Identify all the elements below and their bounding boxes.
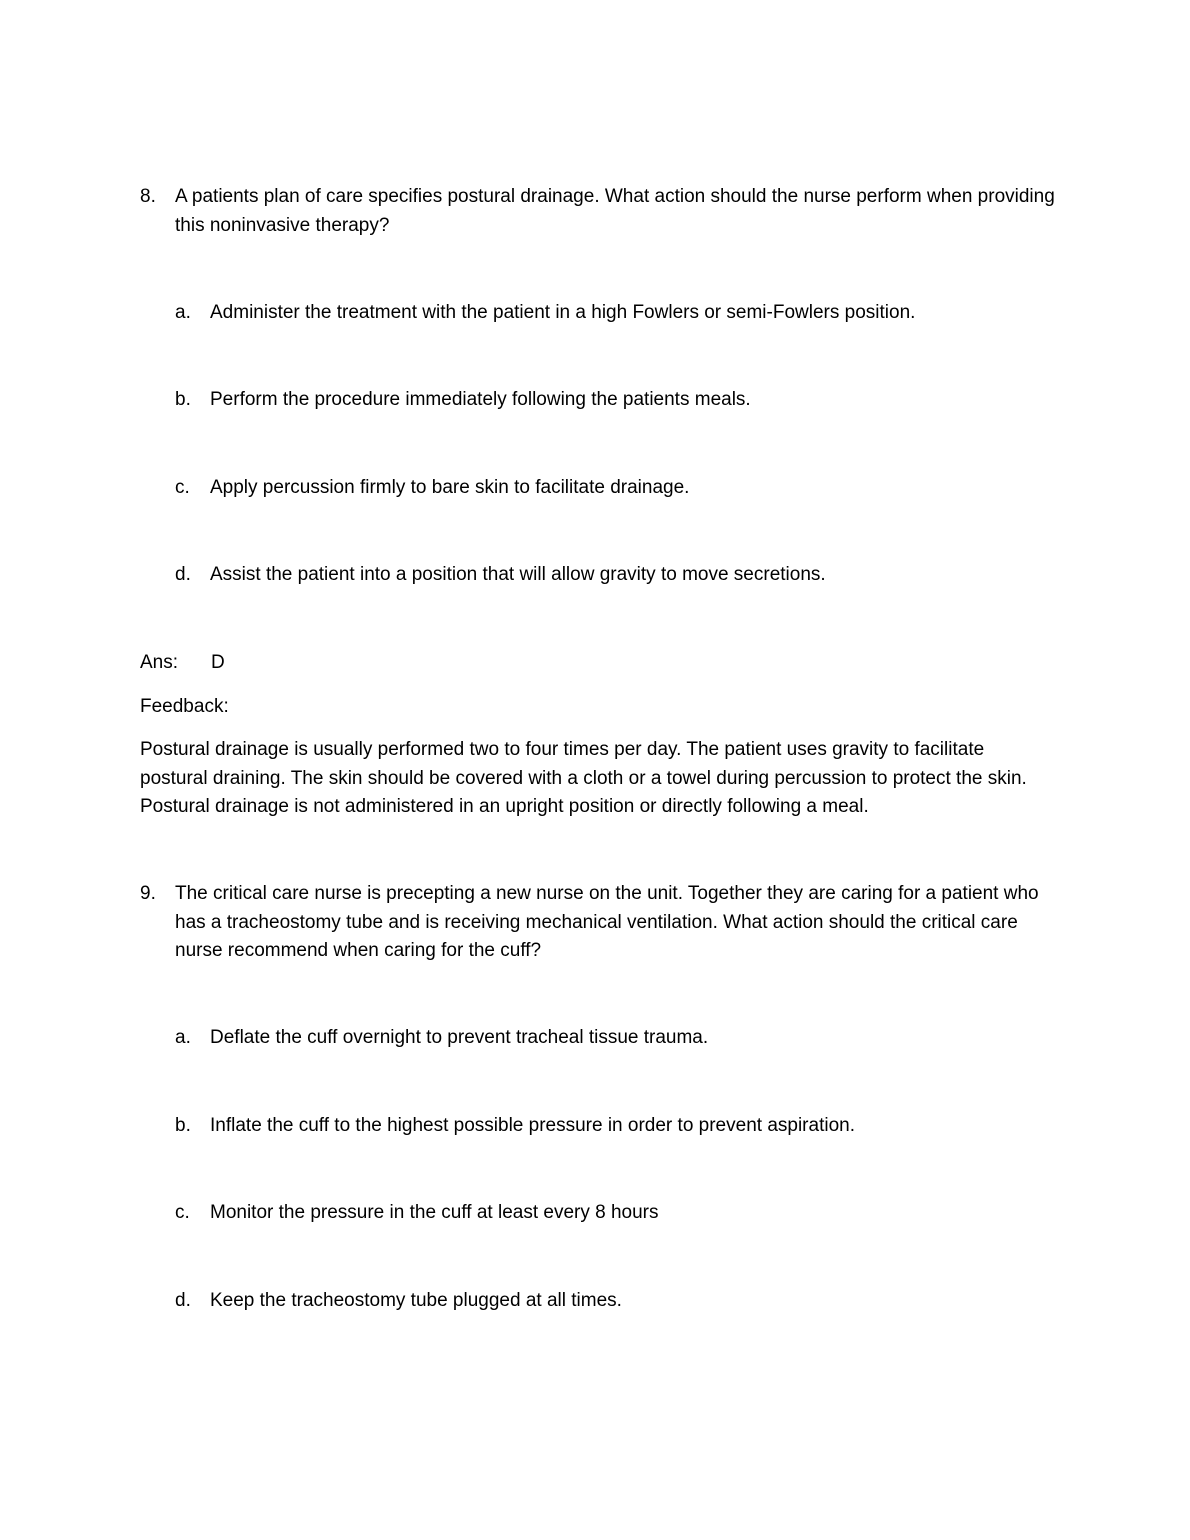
option-letter: a.: [175, 302, 191, 323]
question-text: The critical care nurse is precepting a new nurse on the unit. Together they are caring for a patient who has a tracheostomy tube and is receiving mechanical ventilation. What action should the critical care nurse recommend when caring for the cuff?: [175, 883, 1039, 961]
option-letter: d.: [175, 564, 191, 585]
option-d: [175, 1287, 1055, 1316]
question-number: 8.: [140, 186, 156, 207]
question-8: [140, 183, 1060, 240]
option-c: [175, 1199, 1055, 1228]
option-text: Inflate the cuff to the highest possible pressure in order to prevent aspiration.: [210, 1115, 855, 1136]
option-letter: d.: [175, 1290, 191, 1311]
answer-label: Ans:: [140, 652, 179, 673]
feedback-text: Postural drainage is usually performed two to four times per day. The patient uses gravity to facilitate postural draining. The skin should be covered with a cloth or a towel during percussion to protect the skin. Postural drainage is not administered in an upright position or directly following a meal.: [140, 739, 1027, 817]
option-a: [175, 299, 1055, 328]
question-9: [140, 880, 1060, 966]
option-letter: c.: [175, 477, 190, 498]
option-letter: b.: [175, 1115, 191, 1136]
option-b: [175, 1112, 1055, 1141]
option-text: Apply percussion firmly to bare skin to facilitate drainage.: [210, 477, 690, 498]
option-d: [175, 561, 1055, 590]
option-b: [175, 386, 1055, 415]
option-text: Deflate the cuff overnight to prevent tracheal tissue trauma.: [210, 1027, 709, 1048]
option-text: Assist the patient into a position that will allow gravity to move secretions.: [210, 564, 826, 585]
answer-line: [140, 649, 225, 678]
question-number: 9.: [140, 883, 156, 904]
option-letter: a.: [175, 1027, 191, 1048]
option-c: [175, 474, 1055, 503]
answer-value: D: [211, 652, 225, 673]
option-a: [175, 1024, 1055, 1053]
option-text: Keep the tracheostomy tube plugged at all times.: [210, 1290, 622, 1311]
option-text: Monitor the pressure in the cuff at least every 8 hours: [210, 1202, 659, 1223]
feedback-label: Feedback:: [140, 696, 229, 717]
option-letter: b.: [175, 389, 191, 410]
option-letter: c.: [175, 1202, 190, 1223]
option-text: Administer the treatment with the patient in a high Fowlers or semi-Fowlers position.: [210, 302, 916, 323]
question-text: A patients plan of care specifies postural drainage. What action should the nurse perform when providing this noninvasive therapy?: [175, 186, 1055, 236]
option-text: Perform the procedure immediately following the patients meals.: [210, 389, 751, 410]
